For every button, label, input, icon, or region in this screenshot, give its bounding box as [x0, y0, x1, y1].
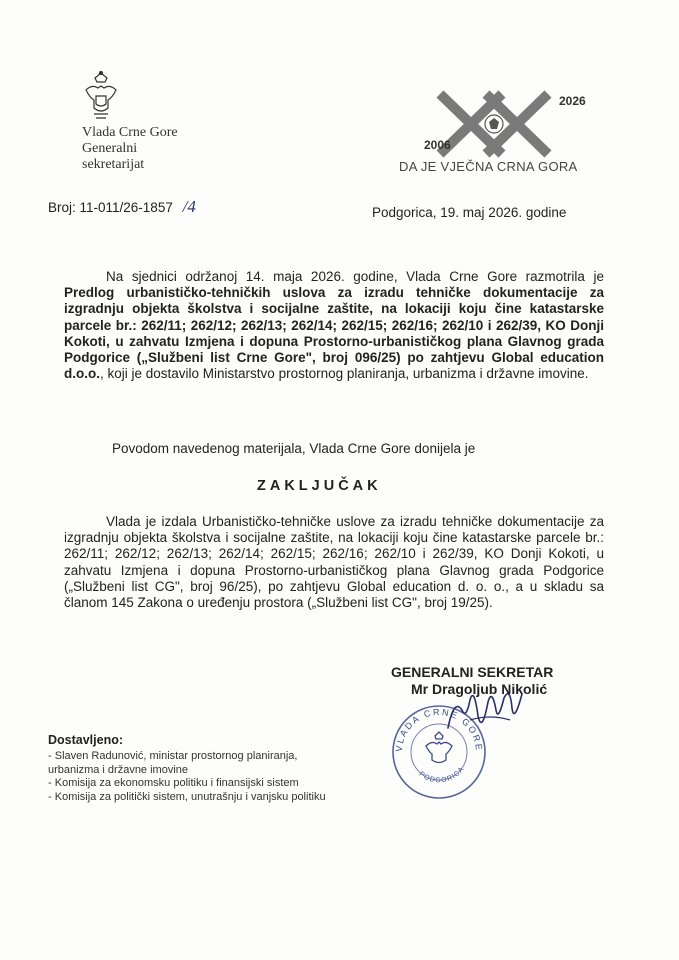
document-number [48, 197, 196, 217]
stamp-text-bottom: PODGORICA [417, 765, 466, 785]
distribution-heading: Dostavljeno: [48, 733, 124, 747]
paragraph-decision-lead: Povodom navedenog materijala, Vlada Crne Gore donijela je [112, 441, 476, 456]
org-line-1: Vlada Crne Gore [82, 125, 178, 140]
paragraph-intro [64, 269, 604, 382]
document-date: Podgorica, 19. maj 2026. godine [372, 205, 567, 220]
intro-tail: , koji je dostavilo Ministarstvo prostornog planiranja, urbanizma i državne imovine. [100, 366, 589, 382]
signatory-name: Mr Dragoljub Nikolić [411, 681, 548, 697]
list-item: - Komisija za politički sistem, unutrašnju i vanjsku politiku [48, 791, 326, 805]
montenegro-crest-icon [82, 70, 120, 122]
intro-bold-subject: Predlog urbanističko-tehničkih uslova za izradu tehničke dokumentacije za izgradnju objekta školstva i socijalne zaštite, na lokaciji koju čine katastarske parcele br.: 262/11; 262/12; 262/13; 262/14; 262/15; 262/16; 262/10 i 262/39, KO Donji Kokoti, u zahvatu Izmjena i dopuna Prostorno-urbanističkog plana Glavnog grada Podgorice („Službeni list Crne Gore", broj 096/25) po zahtjevu Global education d.o.o. [64, 285, 604, 382]
document-number-text: Broj: 11-011/26-1857 [48, 200, 173, 215]
org-line-3: sekretarijat [82, 157, 145, 172]
jubilee-year-end: 2026 [559, 94, 586, 108]
jubilee-year-start: 2006 [424, 138, 451, 152]
stamp-text-top: VLADA CRNE GORE [393, 706, 485, 753]
conclusion-heading: ZAKLJUČAK [257, 478, 382, 494]
intro-text: Na sjednici održanoj 14. maja 2026. godine, Vlada Crne Gore razmotrila je [106, 269, 604, 284]
list-item: - Komisija za ekonomsku politiku i finansijski sistem [48, 777, 326, 791]
document-number-handwritten-mark: /4 [182, 197, 196, 216]
jubilee-slogan: DA JE VJEČNA CRNA GORA [399, 159, 578, 174]
paragraph-conclusion: Vlada je izdala Urbanističko-tehničke uslove za izradu tehničke dokumentacije za izgradnju objekta školstva i socijalne zaštite, na lokaciji koju čine katastarske parcele br.: 262/11; 262/12; 262/13; 262/14; 262/15; 262/16; 262/10 i 262/39, KO Donji Kokoti, u zahvatu Izmjena i dopuna Prostorno-urbanističkog plana Glavnog grada Podgorice („Službeni list CG", broj 96/25), po zahtjevu Global education d. o. o., a u skladu sa članom 145 Zakona o uređenju prostora („Službeni list CG", broj 19/25). [64, 514, 604, 611]
list-item: urbanizma i državne imovine [48, 763, 189, 776]
distribution-list [48, 750, 326, 804]
svg-text:PODGORICA [418, 765, 466, 784]
org-line-2: Generalni [82, 141, 138, 156]
signatory-title: GENERALNI SEKRETAR [391, 664, 554, 680]
handwritten-signature-icon [440, 680, 530, 740]
organization-name [82, 125, 178, 173]
list-item: - Slaven Radunović, ministar prostornog planiranja, [48, 750, 326, 764]
